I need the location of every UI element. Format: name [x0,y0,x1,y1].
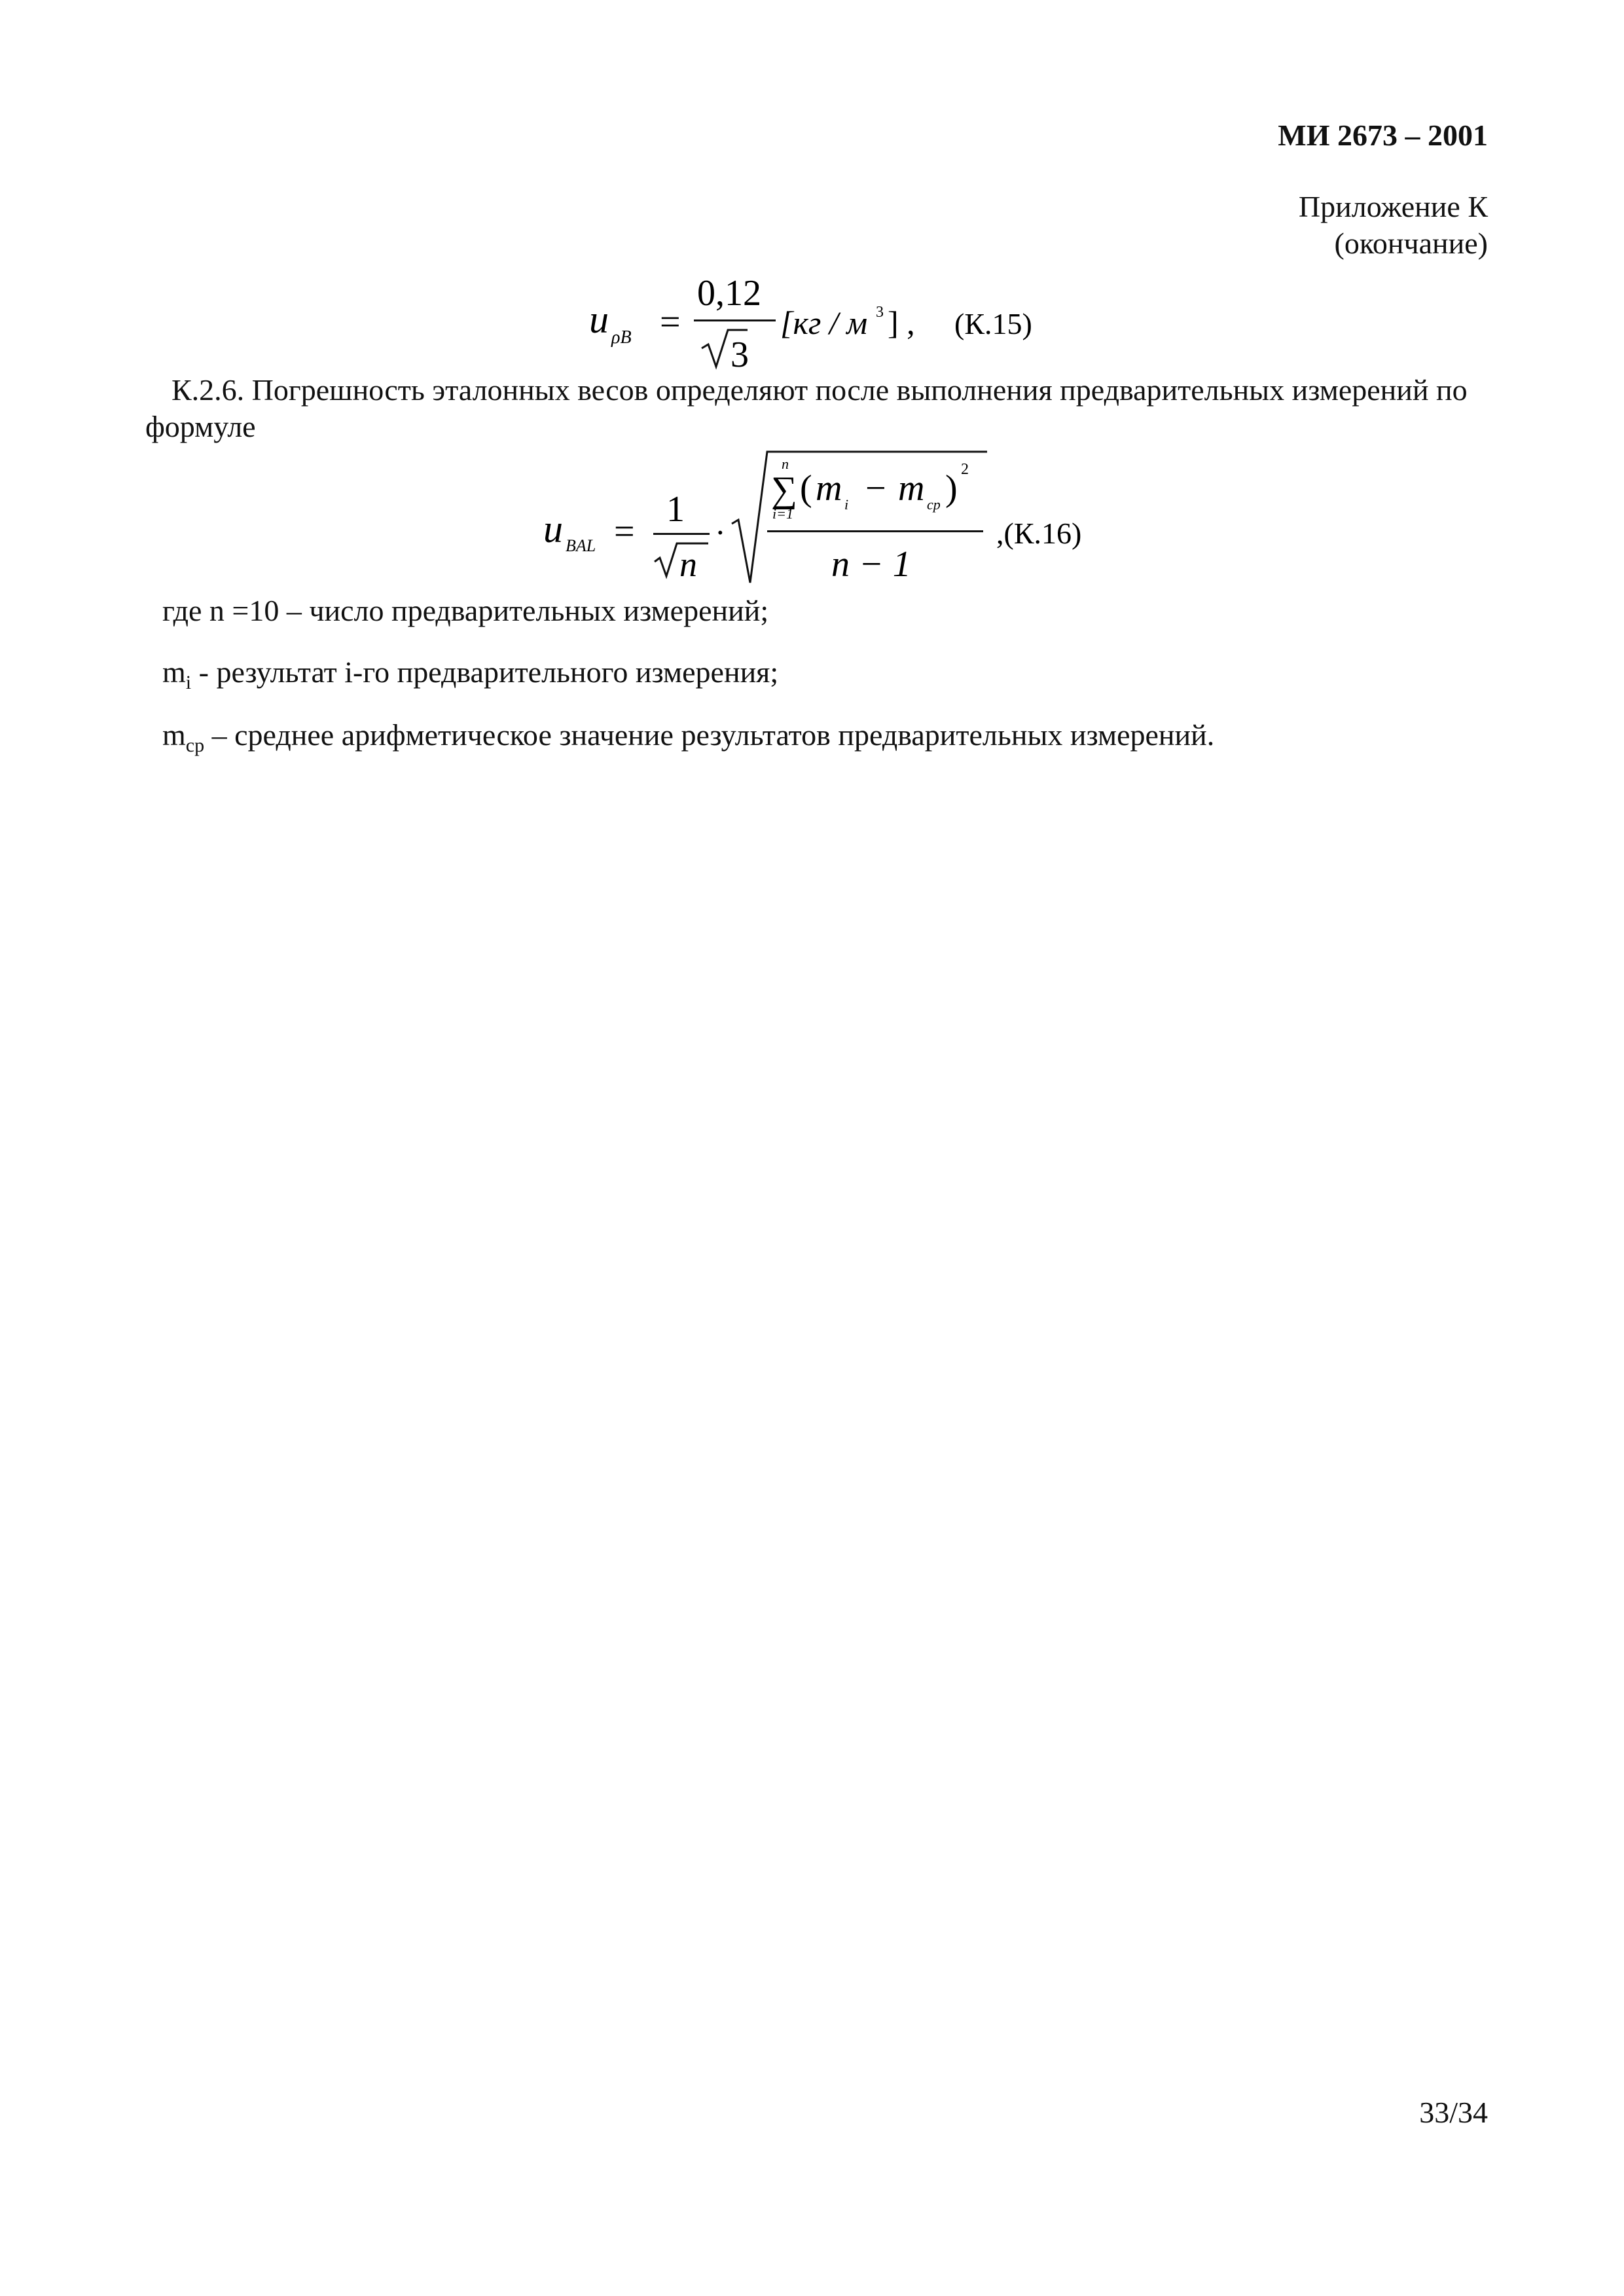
formula-k15-units: [кг / м [780,304,868,341]
definition-mcp-sub: cp [185,735,205,757]
formula-k16-inner-radicand: n [679,545,697,584]
formula-k15-numerator: 0,12 [697,273,761,314]
formula-k16-lhs: u [543,507,563,551]
formula-k16-sigma: ∑ [771,469,797,510]
annex-label [1299,189,1488,262]
formula-k16-number: ,(К.16) [996,517,1082,550]
definition-mcp [162,718,1214,757]
definition-mi-symbol: m [162,655,186,689]
formula-k15-lhs-sub: ρB [611,327,632,348]
formula-k16-rparen: ) [945,468,958,509]
formula-k16-mi: m [816,468,842,509]
annex-title: Приложение К [1298,190,1488,223]
formula-k16-sum-lower: i=1 [772,505,793,522]
formula-k16-fraction-bar [653,533,710,535]
formula-k15 [576,262,1074,380]
formula-k16-mcp: m [898,468,925,509]
formula-k16-lparen: ( [800,468,812,509]
formula-k15-number: (К.15) [954,307,1032,340]
formula-k16-mi-sub: i [844,496,849,513]
formula-k15-units-exp: 3 [876,304,884,321]
formula-k15-radicand: 3 [731,335,749,375]
annex-continuation: (окончание) [1334,227,1488,260]
formula-k15-units-close: ] , [888,304,915,341]
definition-mcp-symbol: m [162,718,186,752]
definition-mi [162,655,778,694]
formula-k16-power: 2 [961,461,969,478]
page-number: 33/34 [1419,2096,1488,2129]
formula-k16-denominator: n − 1 [831,544,911,585]
definition-mcp-text: – среднее арифметическое значение результатов предварительных измерений. [204,718,1215,752]
formula-k16-minus: − [865,468,886,509]
formula-k16-mcp-sub: cp [927,496,941,513]
formula-k16-sum-upper: n [782,456,789,472]
paragraph-k26: К.2.6. Погрешность эталонных весов определяют после выполнения предварительных измерений по формуле [145,373,1468,443]
definition-n: где n =10 – число предварительных измерений; [162,594,769,627]
formula-k16-numerator: 1 [666,489,685,530]
definition-mi-text: - результат i-го предварительного измерения; [191,655,779,689]
definition-mi-sub: i [185,672,192,694]
formula-k15-lhs: u [589,298,609,341]
formula-k15-fraction-bar [694,319,776,321]
formula-k15-equals: = [660,302,681,342]
formula-k16 [537,445,1126,596]
formula-k16-main-fraction-bar [767,530,983,532]
document-code: МИ 2673 – 2001 [1278,118,1488,152]
formula-k16-lhs-sub: BAL [566,536,596,555]
formula-k16-dot: · [715,514,726,551]
formula-k16-equals: = [614,511,635,552]
